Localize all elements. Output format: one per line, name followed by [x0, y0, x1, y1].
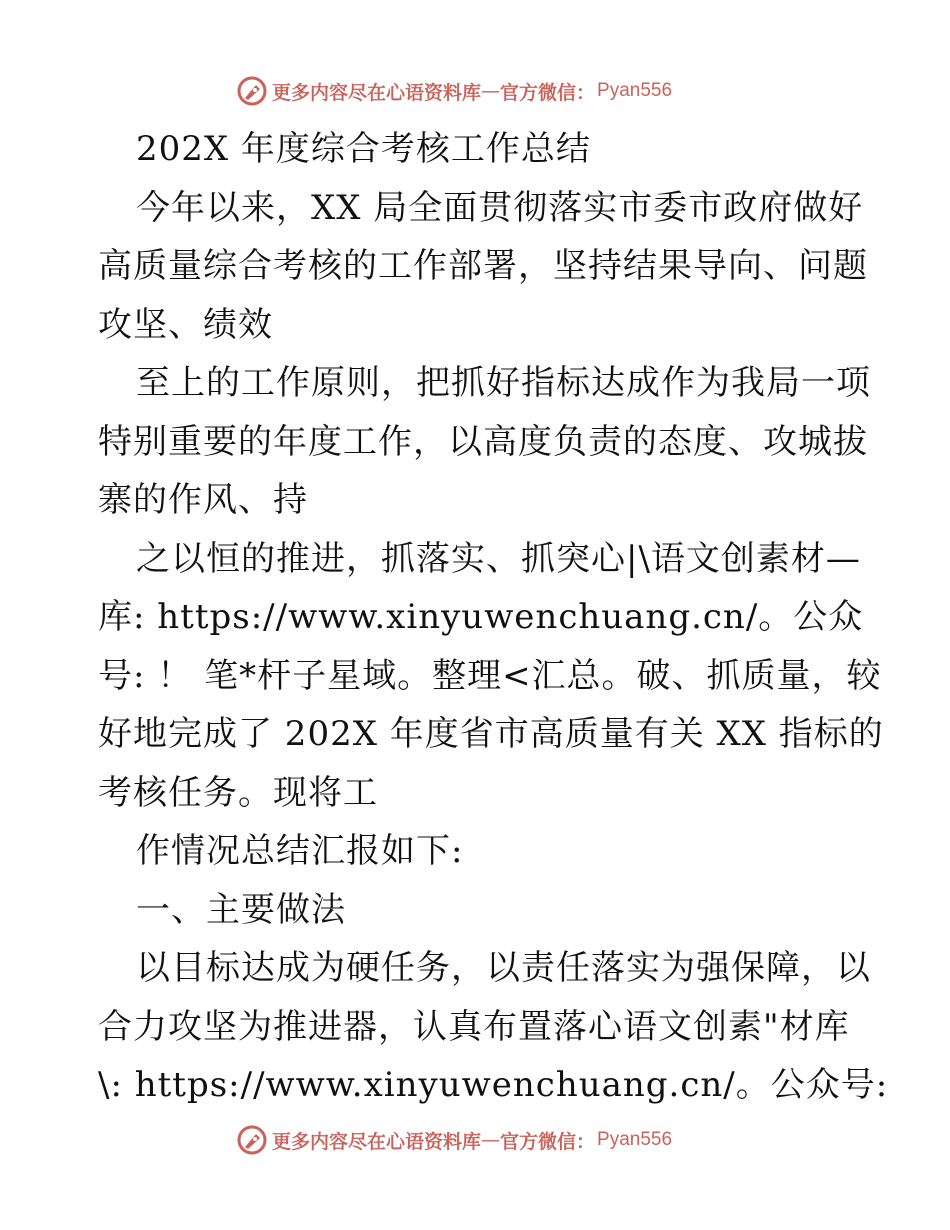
document-body: [98, 120, 889, 1115]
paragraph-line: 以目标达成为硬任务，以责任落实为强保障，以: [136, 948, 871, 988]
paragraph-line: \: https://www.xinyuwenchuang.cn/。公众号:: [98, 1065, 889, 1105]
paragraph-line: 高质量综合考核的工作部署，坚持结果导向、问题: [98, 246, 868, 286]
watermark-official-label: 官方微信：: [500, 1130, 596, 1153]
paragraph-line: 考核任务。现将工: [98, 772, 378, 813]
paragraph-line: 之以恒的推进，抓落实、抓突心|\语文创素材—: [136, 538, 861, 579]
watermark-wechat-id: Pyan556: [597, 1129, 673, 1150]
section-heading: 一、主要做法: [136, 889, 346, 930]
watermark-separator: —: [481, 80, 501, 102]
paragraph-line: 好地完成了 202X 年度省市高质量有关 XX 指标的: [98, 714, 884, 754]
watermark-wechat-id: Pyan556: [597, 80, 673, 101]
document-title: 202X 年度综合考核工作总结: [136, 129, 591, 169]
pen-nib-circle-icon: [236, 1124, 268, 1156]
paragraph-line: 合力攻坚为推进器，认真布置落心语文创素"材库: [98, 1006, 850, 1047]
paragraph-line: 攻坚、绩效: [98, 304, 273, 345]
footer-watermark: [236, 1122, 716, 1158]
paragraph-line: 至上的工作原则，把抓好指标达成作为我局一项: [136, 363, 871, 403]
paragraph-line: 库: https://www.xinyuwenchuang.cn/。公众: [98, 597, 864, 637]
paragraph-line: 特别重要的年度工作，以高度负责的态度、攻城拔: [98, 421, 868, 462]
paragraph-line: 寨的作风、持: [98, 480, 308, 520]
watermark-official-label: 官方微信：: [500, 81, 596, 104]
paragraph-line: 今年以来，XX 局全面贯彻落实市委市政府做好: [136, 187, 864, 228]
watermark-separator: —: [481, 1129, 501, 1151]
header-watermark: [236, 73, 716, 109]
watermark-site-text: 更多内容尽在心语资料库: [272, 81, 482, 104]
paragraph-line: 作情况总结汇报如下:: [136, 831, 464, 871]
watermark-site-text: 更多内容尽在心语资料库: [272, 1130, 482, 1153]
pen-nib-circle-icon: [236, 75, 268, 107]
paragraph-line: 号: ！ 笔*杆子星域。整理<汇总。破、抓质量，较: [98, 655, 882, 696]
